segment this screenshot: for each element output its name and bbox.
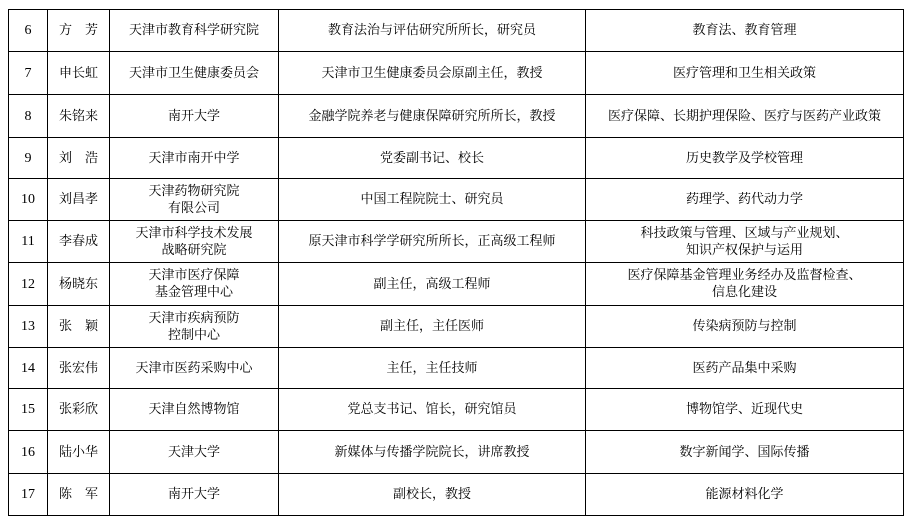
organization-cell: 天津自然博物馆	[110, 389, 279, 431]
table-row	[9, 138, 904, 179]
position-cell: 原天津市科学学研究所所长，正高级工程师	[279, 221, 586, 263]
table-row	[9, 263, 904, 306]
row-number-cell: 6	[9, 10, 48, 52]
name-cell: 陈 军	[48, 474, 110, 516]
name-cell: 刘昌孝	[48, 179, 110, 221]
organization-cell: 天津市医疗保障 基金管理中心	[110, 263, 279, 306]
name-cell: 申长虹	[48, 52, 110, 95]
table-row	[9, 431, 904, 474]
name-cell: 杨晓东	[48, 263, 110, 306]
organization-cell: 天津市疾病预防 控制中心	[110, 306, 279, 348]
table-row	[9, 221, 904, 263]
organization-cell: 天津市卫生健康委员会	[110, 52, 279, 95]
name-cell: 张宏伟	[48, 348, 110, 389]
position-cell: 天津市卫生健康委员会原副主任，教授	[279, 52, 586, 95]
row-number-cell: 10	[9, 179, 48, 221]
expert-roster-table	[8, 9, 904, 516]
row-number-cell: 17	[9, 474, 48, 516]
table-row	[9, 348, 904, 389]
table-row	[9, 179, 904, 221]
table-row	[9, 389, 904, 431]
expertise-cell: 医疗保障、长期护理保险、医疗与医药产业政策	[586, 95, 904, 138]
table-row	[9, 10, 904, 52]
position-cell: 金融学院养老与健康保障研究所所长，教授	[279, 95, 586, 138]
table-row	[9, 306, 904, 348]
row-number-cell: 16	[9, 431, 48, 474]
name-cell: 张 颖	[48, 306, 110, 348]
expertise-cell: 历史教学及学校管理	[586, 138, 904, 179]
organization-cell: 天津市科学技术发展 战略研究院	[110, 221, 279, 263]
row-number-cell: 12	[9, 263, 48, 306]
table-row	[9, 52, 904, 95]
organization-cell: 天津药物研究院 有限公司	[110, 179, 279, 221]
name-cell: 方 芳	[48, 10, 110, 52]
row-number-cell: 13	[9, 306, 48, 348]
row-number-cell: 11	[9, 221, 48, 263]
name-cell: 李春成	[48, 221, 110, 263]
organization-cell: 天津市南开中学	[110, 138, 279, 179]
expertise-cell: 医疗保障基金管理业务经办及监督检查、 信息化建设	[586, 263, 904, 306]
row-number-cell: 9	[9, 138, 48, 179]
row-number-cell: 7	[9, 52, 48, 95]
expertise-cell: 能源材料化学	[586, 474, 904, 516]
expertise-cell: 医药产品集中采购	[586, 348, 904, 389]
position-cell: 主任，主任技师	[279, 348, 586, 389]
organization-cell: 天津大学	[110, 431, 279, 474]
position-cell: 党委副书记、校长	[279, 138, 586, 179]
row-number-cell: 8	[9, 95, 48, 138]
position-cell: 党总支书记、馆长，研究馆员	[279, 389, 586, 431]
expertise-cell: 教育法、教育管理	[586, 10, 904, 52]
name-cell: 陆小华	[48, 431, 110, 474]
row-number-cell: 14	[9, 348, 48, 389]
name-cell: 朱铭来	[48, 95, 110, 138]
position-cell: 新媒体与传播学院院长，讲席教授	[279, 431, 586, 474]
position-cell: 教育法治与评估研究所所长，研究员	[279, 10, 586, 52]
expertise-cell: 传染病预防与控制	[586, 306, 904, 348]
position-cell: 副主任，高级工程师	[279, 263, 586, 306]
organization-cell: 天津市医药采购中心	[110, 348, 279, 389]
expertise-cell: 科技政策与管理、区域与产业规划、 知识产权保护与运用	[586, 221, 904, 263]
organization-cell: 天津市教育科学研究院	[110, 10, 279, 52]
table-row	[9, 95, 904, 138]
table-row	[9, 474, 904, 516]
name-cell: 张彩欣	[48, 389, 110, 431]
organization-cell: 南开大学	[110, 95, 279, 138]
expertise-cell: 数字新闻学、国际传播	[586, 431, 904, 474]
expertise-cell: 医疗管理和卫生相关政策	[586, 52, 904, 95]
position-cell: 中国工程院院士、研究员	[279, 179, 586, 221]
expertise-cell: 博物馆学、近现代史	[586, 389, 904, 431]
expertise-cell: 药理学、药代动力学	[586, 179, 904, 221]
organization-cell: 南开大学	[110, 474, 279, 516]
row-number-cell: 15	[9, 389, 48, 431]
name-cell: 刘 浩	[48, 138, 110, 179]
position-cell: 副主任，主任医师	[279, 306, 586, 348]
position-cell: 副校长，教授	[279, 474, 586, 516]
roster-body	[9, 10, 904, 516]
roster-sheet	[8, 9, 904, 516]
